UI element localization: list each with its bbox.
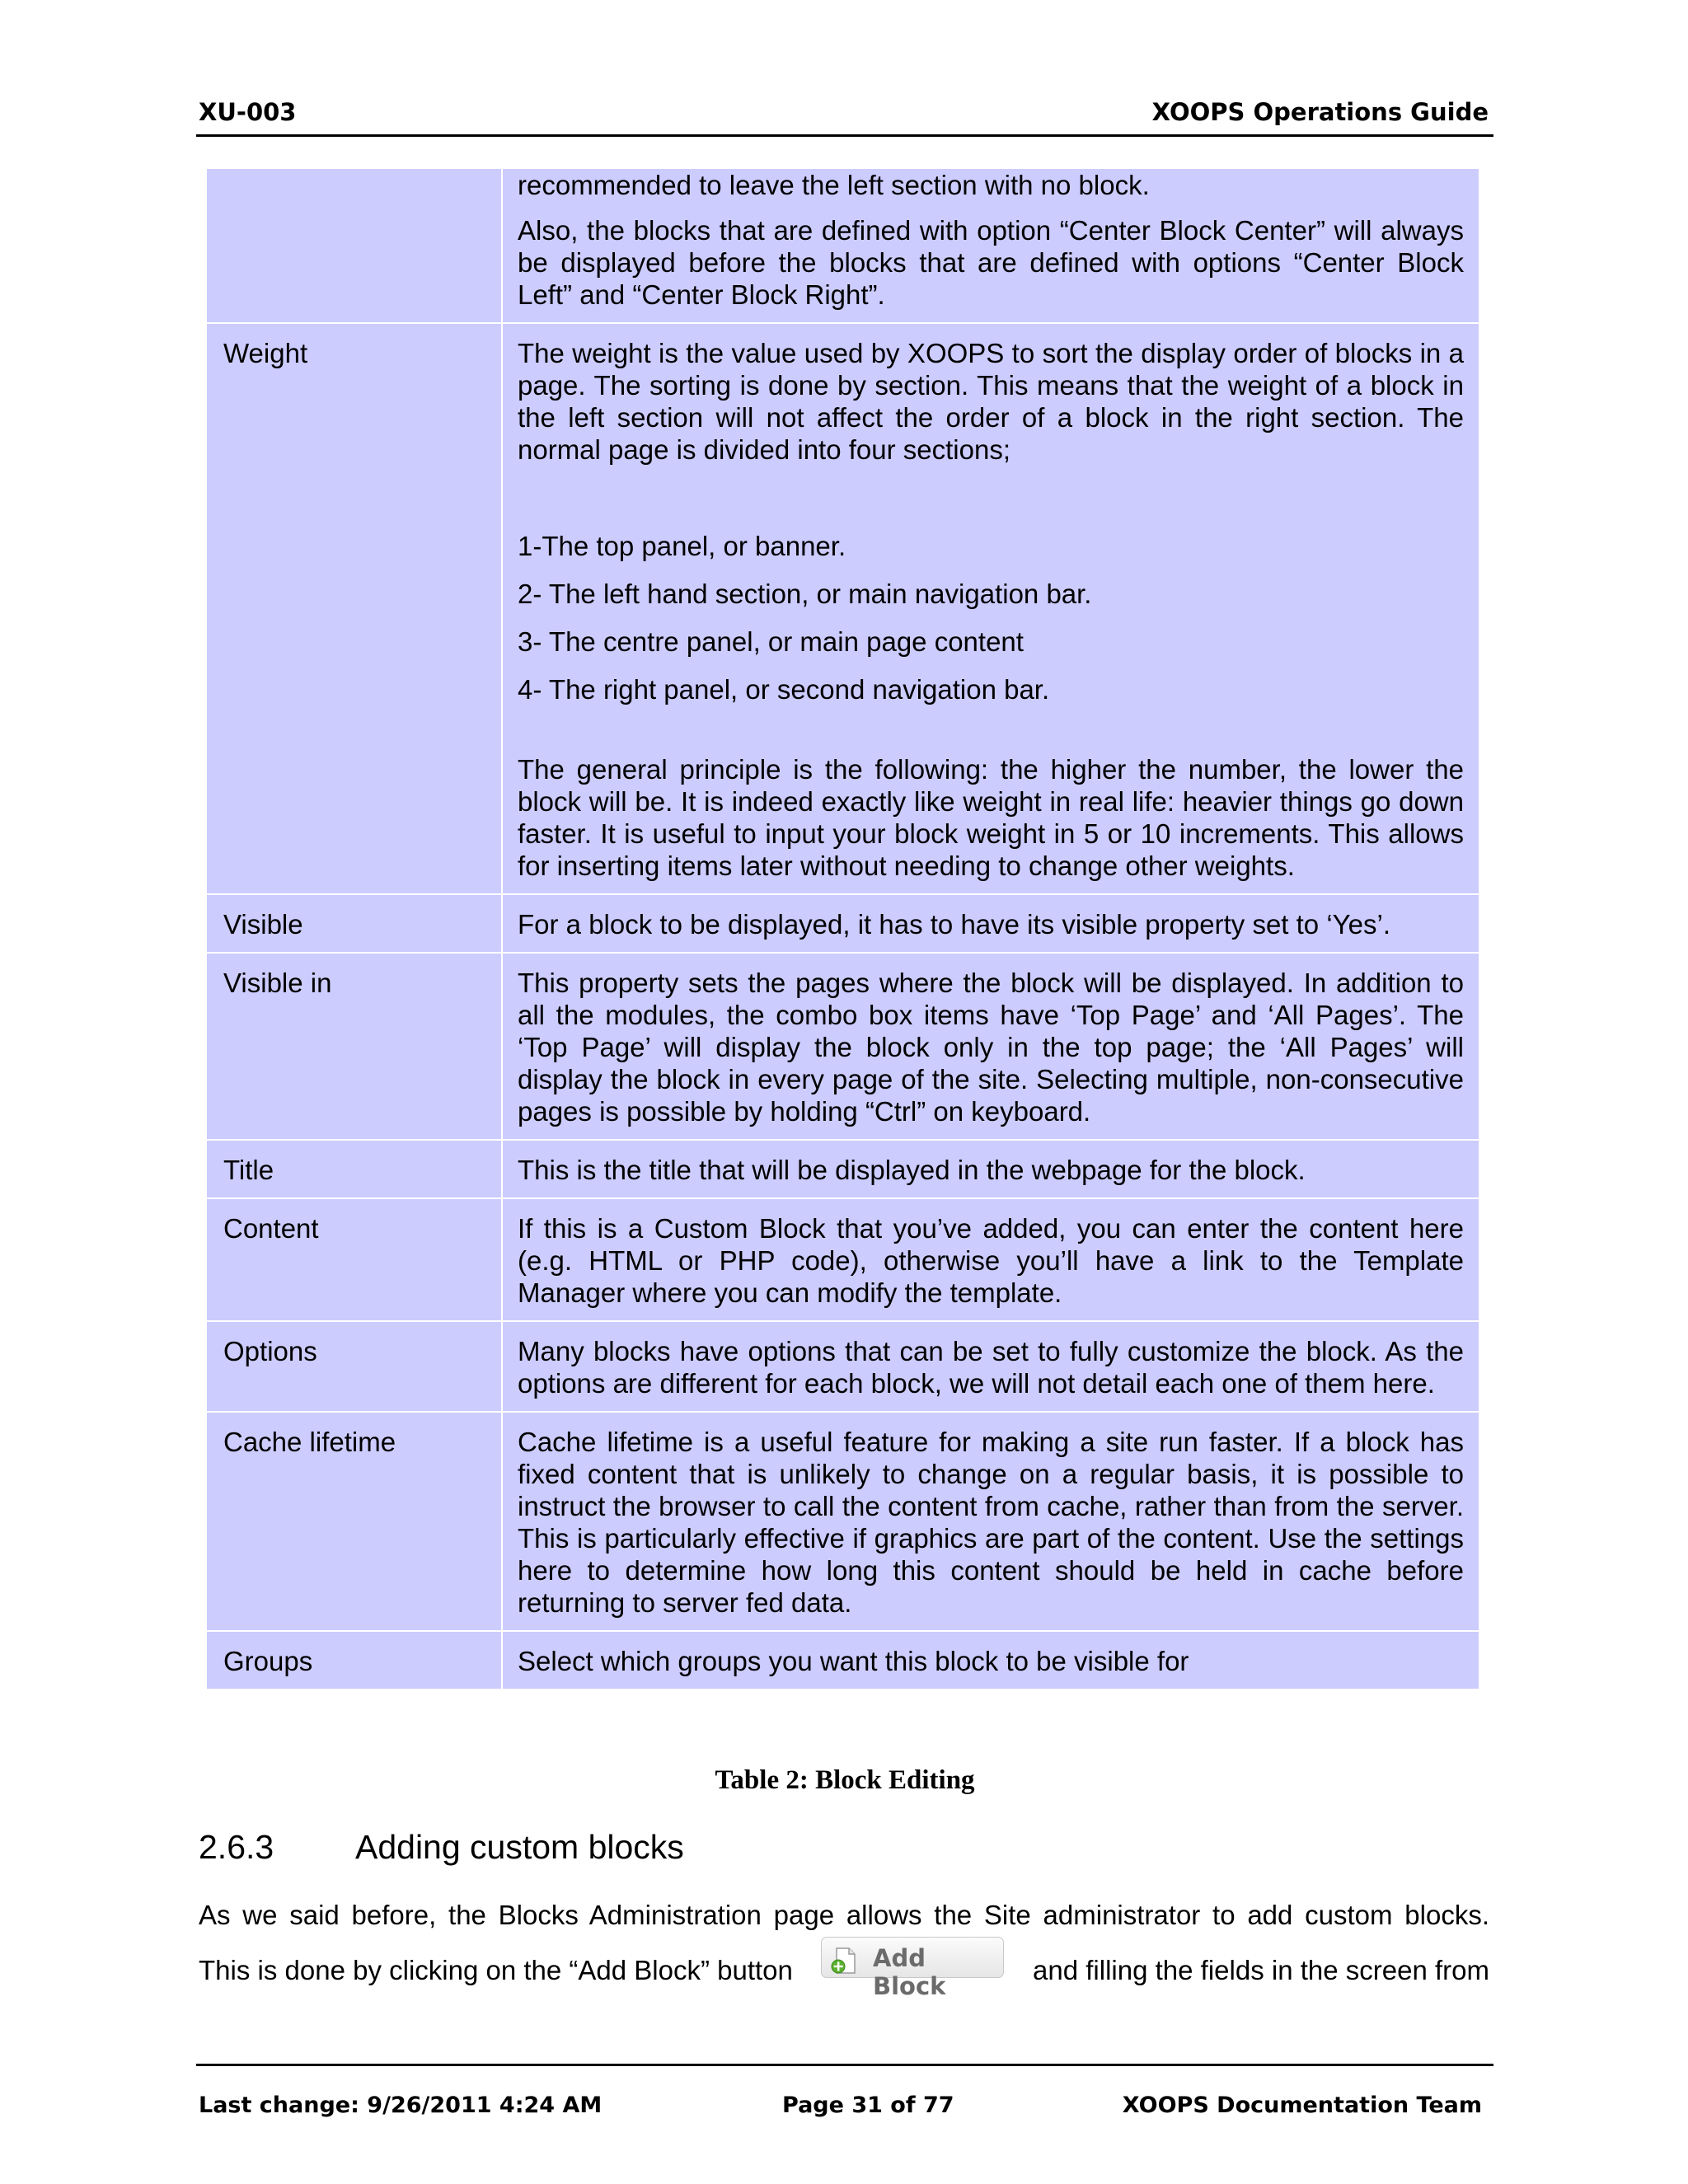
description-text: The weight is the value used by XOOPS to sort the display order of blocks in a page. The sorting is done by section. This means that the weight of a block in the left section will not affect the order of a block in the right section. The normal page is divided into four sections; (518, 338, 1464, 465)
property-cell: Cache lifetime (206, 1412, 502, 1631)
page-number: Page 31 of 77 (782, 2093, 954, 2118)
description-cell: If this is a Custom Block that you’ve added, you can enter the content here (e.g. HTML or PHP code), otherwise you’ll have a link to the Template Manager where you can modify the template. (502, 1198, 1479, 1321)
page-footer (196, 2064, 1493, 2116)
table-row (206, 1412, 1479, 1631)
last-change: Last change: 9/26/2011 4:24 AM (199, 2093, 603, 2118)
description-cell (502, 323, 1479, 894)
property-cell: Title (206, 1140, 502, 1198)
section-number: 2.6.3 (199, 1828, 274, 1866)
page-header (196, 96, 1493, 137)
table-row (206, 894, 1479, 953)
description-cell: This is the title that will be displayed in the webpage for the block. (502, 1140, 1479, 1198)
table-row (206, 1140, 1479, 1198)
doc-id: XU-003 (199, 98, 297, 126)
property-cell (206, 168, 502, 323)
section-heading (199, 1828, 684, 1867)
property-cell: Visible (206, 894, 502, 953)
description-cell: Many blocks have options that can be set to fully customize the block. As the options are different for each block, we will not detail each one of them here. (502, 1321, 1479, 1412)
block-editing-table (205, 167, 1480, 1690)
section-title: Adding custom blocks (355, 1828, 684, 1866)
description-text: recommended to leave the left section with no block. (518, 170, 1150, 200)
table-row (206, 1321, 1479, 1412)
doc-title: XOOPS Operations Guide (1151, 98, 1489, 126)
add-page-icon (830, 1946, 860, 1975)
body-paragraph-line (199, 1937, 1489, 2000)
body-paragraph: As we said before, the Blocks Administration page allows the Site administrator to add custom blocks. (199, 1900, 1489, 1930)
table-row (206, 1198, 1479, 1321)
description-cell: Select which groups you want this block to be visible for (502, 1631, 1479, 1690)
description-text: Also, the blocks that are defined with option “Center Block Center” will always be displayed before the blocks that are defined with options “Center Block Left” and “Center Block Right”. (518, 215, 1464, 310)
property-cell: Groups (206, 1631, 502, 1690)
list-item: 3- The centre panel, or main page content (518, 626, 1024, 657)
add-block-button[interactable] (821, 1937, 1004, 2000)
property-cell: Content (206, 1198, 502, 1321)
add-block-label: Add Block (873, 1944, 946, 2000)
table-row (206, 1631, 1479, 1690)
property-cell: Weight (206, 323, 502, 894)
footer-team: XOOPS Documentation Team (1122, 2093, 1482, 2118)
description-cell: Cache lifetime is a useful feature for making a site run faster. If a block has fixed content that is unlikely to change on a regular basis, it is possible to instruct the browser to call the content from cache, rather than from the server. This is particularly effective if graphics are part of the content. Use the settings here to determine how long this content should be held in cache before returning to server fed data. (502, 1412, 1479, 1631)
list-item: 4- The right panel, or second navigation bar. (518, 674, 1050, 705)
table-row (206, 168, 1479, 323)
table-caption: Table 2: Block Editing (715, 1765, 975, 1795)
description-text: The general principle is the following: the higher the number, the lower the block will be. It is indeed exactly like weight in real life: heavier things go down faster. It is useful to input your block weight in 5 or 10 increments. This allows for inserting items later without needing to change other weights. (518, 754, 1464, 881)
property-cell: Options (206, 1321, 502, 1412)
description-cell: For a block to be displayed, it has to have its visible property set to ‘Yes’. (502, 894, 1479, 953)
body-text: and filling the fields in the screen from (1033, 1955, 1489, 1985)
list-item: 1-The top panel, or banner. (518, 531, 846, 561)
list-item: 2- The left hand section, or main navigation bar. (518, 579, 1092, 609)
description-cell: This property sets the pages where the block will be displayed. In addition to all the modules, the combo box items have ‘Top Page’ and ‘All Pages’. The ‘Top Page’ will display the block only in the top page; the ‘All Pages’ will display the block in every page of the site. Selecting multiple, non-consecutive pages is possible by holding “Ctrl” on keyboard. (502, 953, 1479, 1140)
description-cell (502, 168, 1479, 323)
body-text: This is done by clicking on the “Add Block” button (199, 1955, 793, 1985)
table-row (206, 953, 1479, 1140)
property-cell: Visible in (206, 953, 502, 1140)
table-row (206, 323, 1479, 894)
